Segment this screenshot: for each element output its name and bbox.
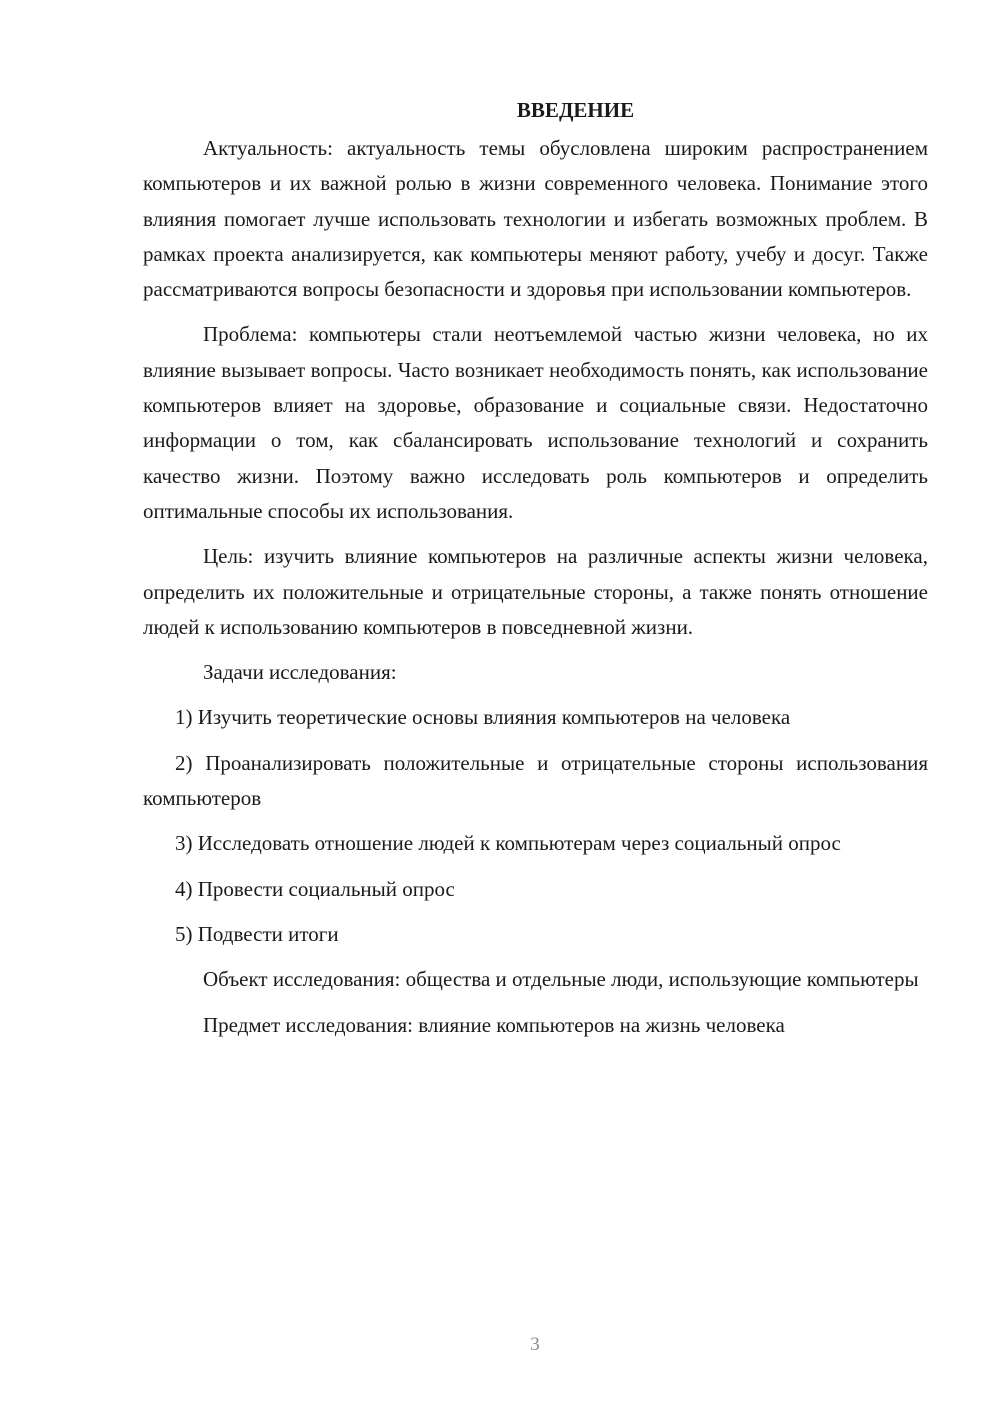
task-item-1: 1) Изучить теоретические основы влияния компьютеров на человека bbox=[175, 705, 791, 730]
document-page bbox=[143, 95, 928, 1053]
task-item-4: 4) Провести социальный опрос bbox=[175, 876, 455, 901]
research-object-paragraph: Объект исследования: общества и отдельные люди, использующие компьютеры bbox=[203, 967, 919, 992]
task-item-5: 5) Подвести итоги bbox=[175, 921, 339, 946]
section-title: ВВЕДЕНИЕ bbox=[516, 98, 635, 122]
problem-paragraph: Проблема: компьютеры стали неотъемлемой частью жизни человека, но их влияние вызывает вопросы. Часто возникает необходимость понять, как использование компьютеров влияет на здоровье, образование и социальные связи. Недостаточно информации о том, как сбалансировать использование технологий и сохранить качество жизни. Поэтому важно исследовать роль компьютеров и определить оптимальные способы их использования. bbox=[143, 322, 928, 523]
relevance-paragraph: Актуальность: актуальность темы обусловлена широким распространением компьютеров и их важной ролью в жизни современного человека. Понимание этого влияния помогает лучше использовать технологии и избегать возможных проблем. В рамках проекта анализируется, как компьютеры меняют работу, учебу и досуг. Также рассматриваются вопросы безопасности и здоровья при использовании компьютеров. bbox=[143, 136, 928, 302]
task-item-3: 3) Исследовать отношение людей к компьютерам через социальный опрос bbox=[175, 831, 841, 856]
page-number: 3 bbox=[530, 1334, 540, 1355]
task-item-2: 2) Проанализировать положительные и отрицательные стороны использования компьютеров bbox=[143, 750, 928, 811]
research-subject-paragraph: Предмет исследования: влияние компьютеров на жизнь человека bbox=[203, 1012, 785, 1037]
goal-paragraph: Цель: изучить влияние компьютеров на различные аспекты жизни человека, определить их положительные и отрицательные стороны, а также понять отношение людей к использованию компьютеров в повседневной жизни. bbox=[143, 544, 928, 639]
tasks-heading: Задачи исследования: bbox=[203, 660, 397, 685]
